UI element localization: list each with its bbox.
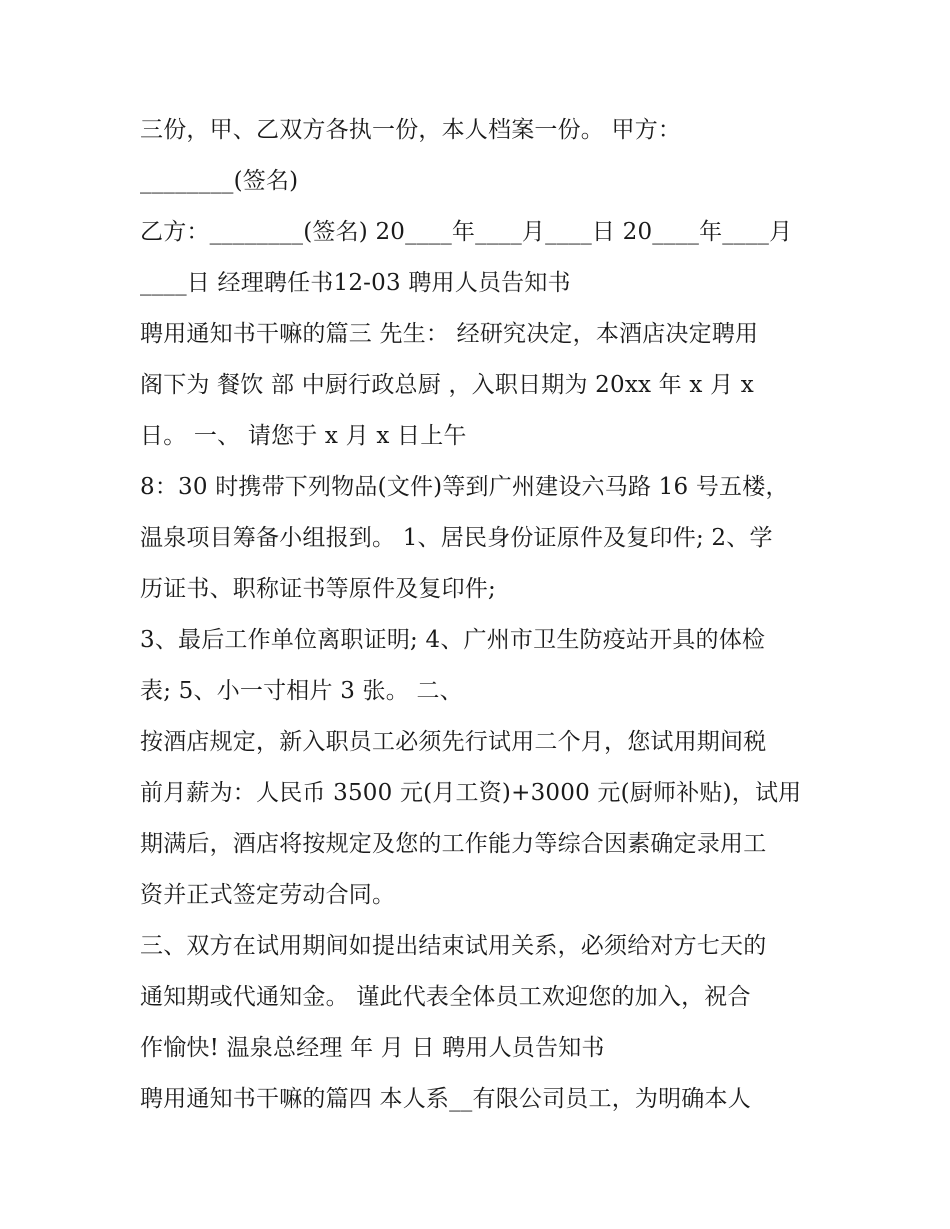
text-line-11: 3、最后工作单位离职证明; 4、广州市卫生防疫站开具的体检 — [140, 627, 766, 653]
text-line-17: 三、双方在试用期间如提出结束试用关系，必须给对方七天的 — [140, 933, 767, 959]
text-line-10: 历证书、职称证书等原件及复印件; — [140, 576, 496, 602]
text-line-9: 温泉项目筹备小组报到。 1、居民身份证原件及复印件; 2、学 — [140, 525, 773, 551]
text-line-20: 聘用通知书干嘛的篇四 本人系__有限公司员工，为明确本人 — [140, 1086, 751, 1112]
text-line-13: 按酒店规定，新入职员工必须先行试用二个月，您试用期间税 — [140, 729, 767, 755]
text-line-19: 作愉快! 温泉总经理 年 月 日 聘用人员告知书 — [140, 1035, 605, 1061]
text-line-6: 阁下为 餐饮 部 中厨行政总厨 ，入职日期为 20xx 年 x 月 x — [140, 372, 754, 398]
text-line-8: 8：30 时携带下列物品(文件)等到广州建设六马路 16 号五楼， — [140, 474, 789, 500]
text-line-5: 聘用通知书干嘛的篇三 先生： 经研究决定，本酒店决定聘用 — [140, 321, 759, 347]
text-line-12: 表; 5、小一寸相片 3 张。 二、 — [140, 678, 463, 704]
text-line-14: 前月薪为：人民币 3500 元(月工资)+3000 元(厨师补贴)，试用 — [140, 780, 802, 806]
text-line-2: ________(签名) — [140, 168, 299, 194]
text-line-3: 乙方：________(签名) 20____年____月____日 20____年____月 — [140, 219, 793, 245]
text-line-7: 日。 一、 请您于 x 月 x 日上午 — [140, 423, 467, 449]
text-line-1: 三份，甲、乙双方各执一份，本人档案一份。 甲方： — [140, 117, 682, 143]
text-line-18: 通知期或代通知金。 谨此代表全体员工欢迎您的加入，祝合 — [140, 984, 751, 1010]
text-line-16: 资并正式签定劳动合同。 — [140, 882, 396, 908]
document-body — [140, 105, 830, 1125]
text-line-15: 期满后，酒店将按规定及您的工作能力等综合因素确定录用工 — [140, 831, 767, 857]
text-line-4: ____日 经理聘任书12-03 聘用人员告知书 — [140, 270, 571, 296]
